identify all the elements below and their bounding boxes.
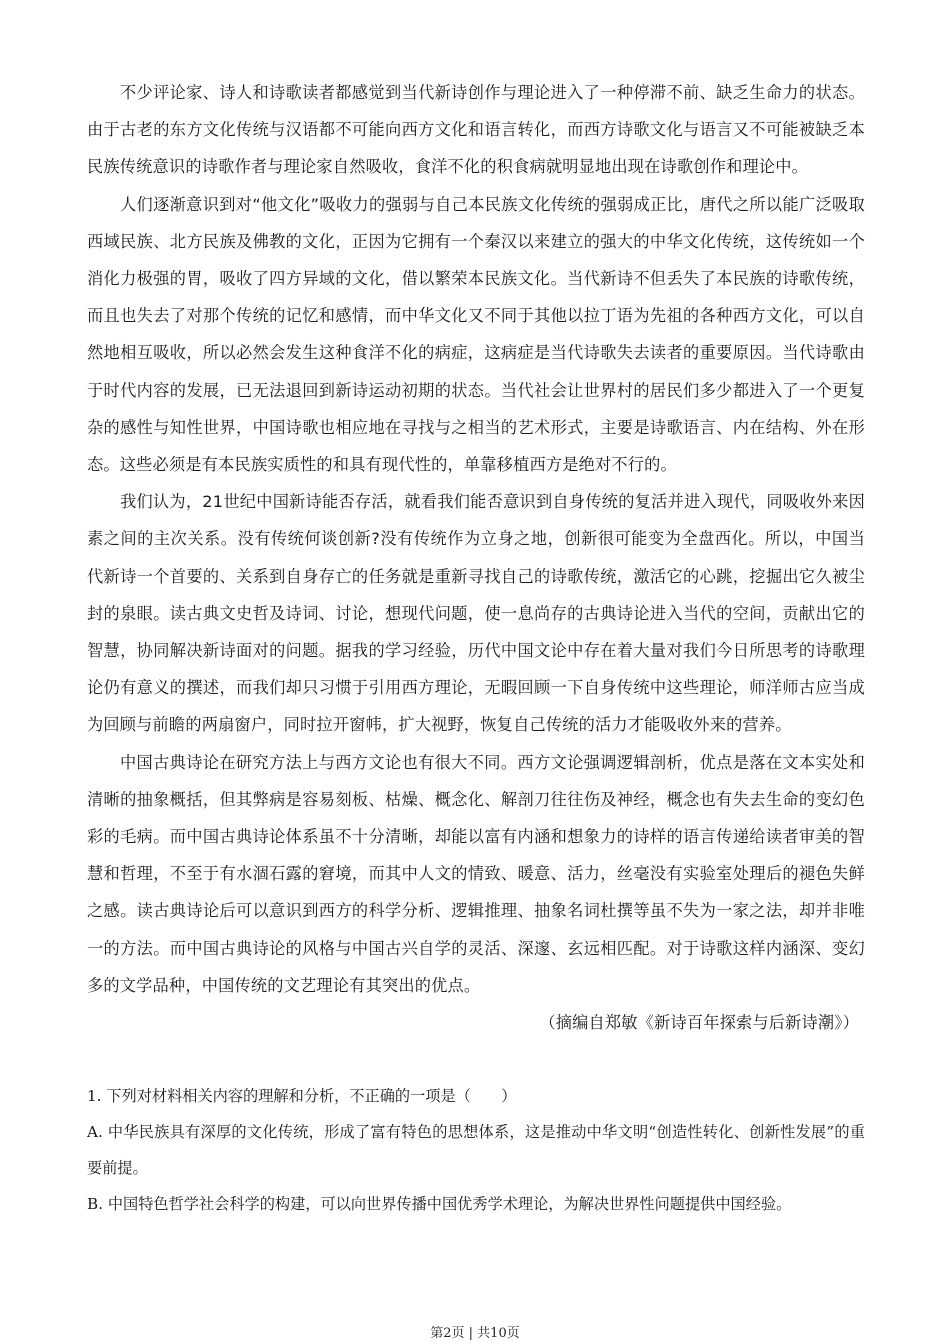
passage-paragraph-3: 我们认为，21世纪中国新诗能否存活，就看我们能否意识到自身传统的复活并进入现代，同吸收外来因素之间的主次关系。没有传统何谈创新?没有传统作为立身之地，创新很可能变为全盘西化。所以，中国当代新诗一个首要的、关系到自身存亡的任务就是重新寻找自己的诗歌传统，激活它的心跳，挖掘出它久被尘封的泉眼。读古典文史哲及诗词、讨论，想现代问题，使一息尚存的古典诗论进入当代的空间，贡献出它的智慧，协同解决新诗面对的问题。据我的学习经验，历代中国文论中存在着大量对我们今日所思考的诗歌理论仍有意义的撰述，而我们却只习惯于引用西方理论，无暇回顾一下自身传统中这些理论，师洋师古应当成为回顾与前瞻的两扇窗户，同时拉开窗帏，扩大视野，恢复自己传统的活力才能吸收外来的营养。 bbox=[87, 492, 865, 735]
question-1-option-a: A. 中华民族具有深厚的文化传统，形成了富有特色的思想体系，这是推动中华文明“创造性转化、创新性发展”的重要前提。 bbox=[87, 1123, 865, 1177]
reading-passage bbox=[87, 74, 865, 1041]
question-1-option-b: B. 中国特色哲学社会科学的构建，可以向世界传播中国优秀学术理论，为解决世界性问题提供中国经验。 bbox=[87, 1195, 792, 1213]
passage-paragraph-1: 不少评论家、诗人和诗歌读者都感觉到当代新诗创作与理论进入了一种停滞不前、缺乏生命力的状态。由于古老的东方文化传统与汉语都不可能向西方文化和语言转化，而西方诗歌文化与语言又不可能被缺乏本民族传统意识的诗歌作者与理论家自然吸收，食洋不化的积食病就明显地出现在诗歌创作和理论中。 bbox=[87, 83, 865, 177]
question-1-stem: 1. 下列对材料相关内容的理解和分析，不正确的一项是（ ） bbox=[87, 1087, 517, 1105]
passage-paragraph-4: 中国古典诗论在研究方法上与西方文论也有很大不同。西方文论强调逻辑剖析，优点是落在文本实处和清晰的抽象概括，但其弊病是容易刻板、枯燥、概念化、解剖刀往往伤及神经，概念也有失去生命的变幻色彩的毛病。而中国古典诗论体系虽不十分清晰，却能以富有内涵和想象力的诗样的语言传递给读者审美的智慧和哲理，不至于有水涸石露的窘境，而其中人文的情致、暖意、活力，丝毫没有实验室处理后的褪色失鲜之感。读古典诗论后可以意识到西方的科学分析、逻辑推理、抽象名词杜撰等虽不失为一家之法，却并非唯一的方法。而中国古典诗论的风格与中国古兴自学的灵活、深邃、玄远相匹配。对于诗歌这样内涵深、变幻多的文学品种，中国传统的文艺理论有其突出的优点。 bbox=[87, 752, 865, 995]
question-block bbox=[87, 1078, 865, 1222]
passage-source-citation: （摘编自郑敏《新诗百年探索与后新诗潮》） bbox=[539, 1013, 859, 1033]
page-footer: 第2页 | 共10页 bbox=[430, 1326, 520, 1341]
passage-paragraph-2: 人们逐渐意识到对“他文化”吸收力的强弱与自己本民族文化传统的强弱成正比，唐代之所以能广泛吸取西域民族、北方民族及佛教的文化，正因为它拥有一个秦汉以来建立的强大的中华文化传统，这传统如一个消化力极强的胃，吸收了四方异域的文化，借以繁荣本民族文化。当代新诗不但丢失了本民族的诗歌传统，而且也失去了对那个传统的记忆和感情，而中华文化又不同于其他以拉丁语为先祖的各种西方文化，可以自然地相互吸收，所以必然会发生这种食洋不化的病症，这病症是当代诗歌失去读者的重要原因。当代诗歌由于时代内容的发展，已无法退回到新诗运动初期的状态。当代社会让世界村的居民们多少都进入了一个更复杂的感性与知性世界，中国诗歌也相应地在寻找与之相当的艺术形式，主要是诗歌语言、内在结构、外在形态。这些必须是有本民族实质性的和具有现代性的，单靠移植西方是绝对不行的。 bbox=[87, 194, 865, 475]
